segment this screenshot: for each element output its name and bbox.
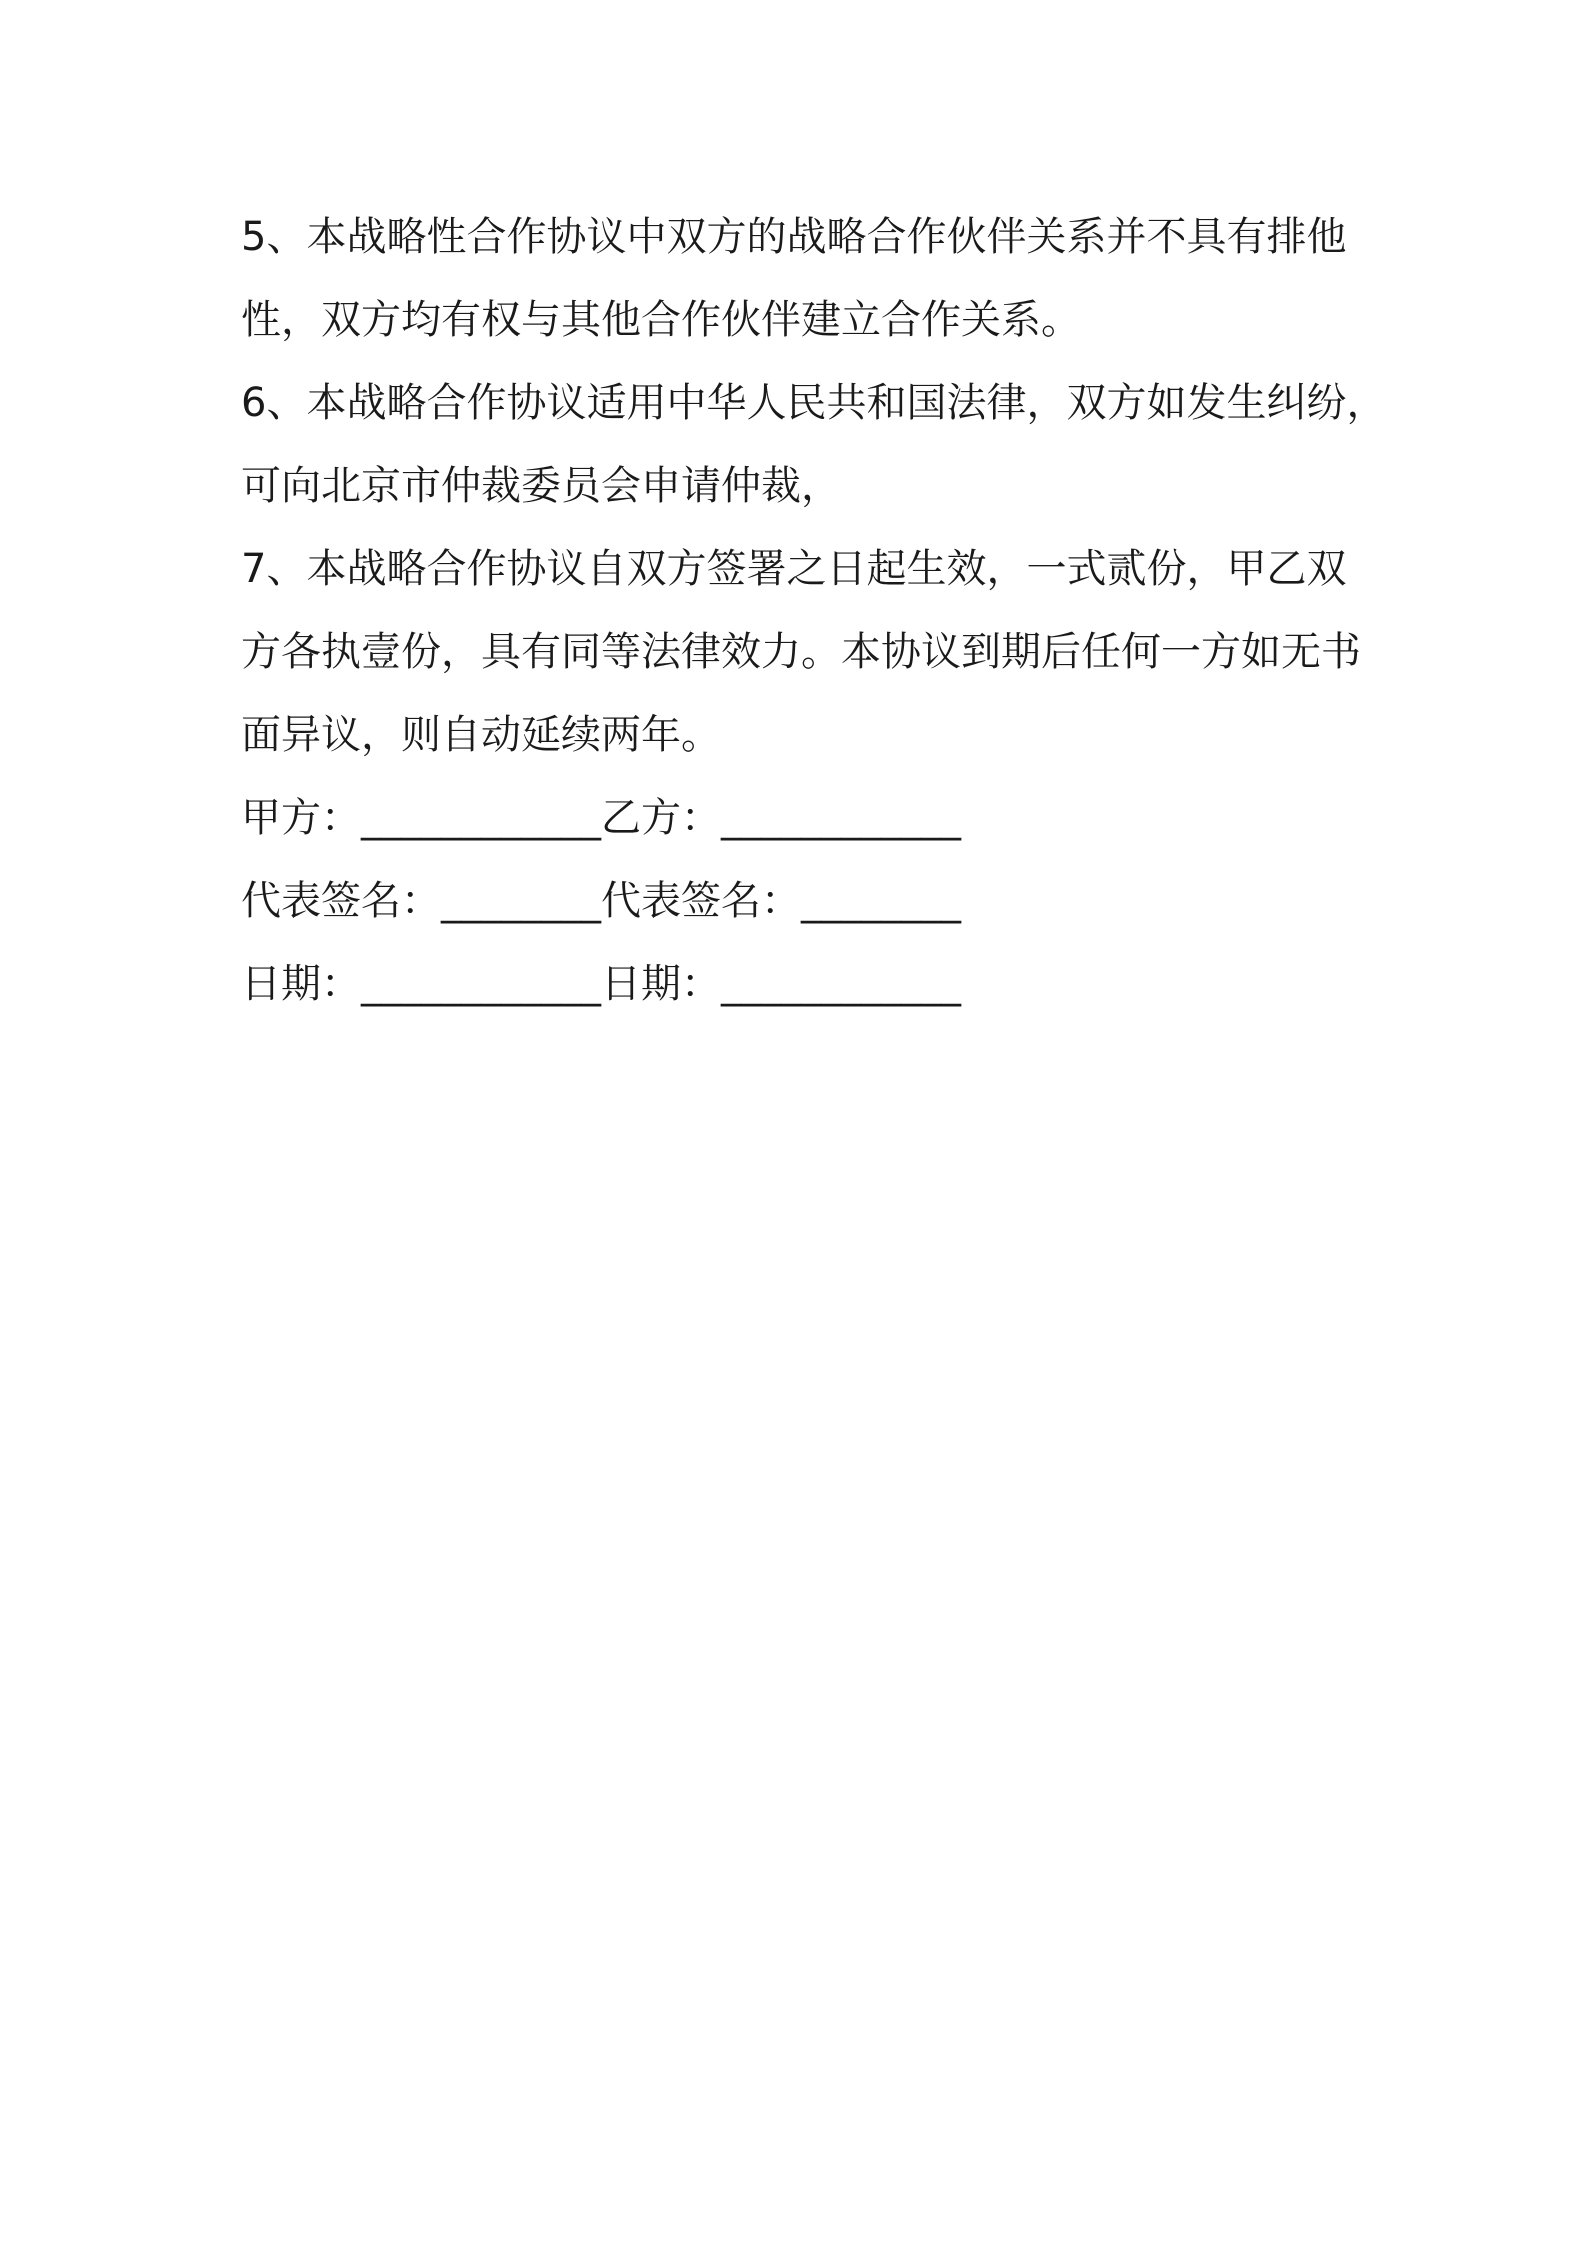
date-b-blank: ____________ bbox=[721, 961, 961, 1007]
party-a-blank: ____________ bbox=[361, 795, 601, 841]
clause-6-line-2: 可向北京市仲裁委员会申请仲裁， bbox=[241, 463, 841, 509]
agreement-body bbox=[241, 196, 1387, 1026]
date-a-label: 日期： bbox=[241, 961, 361, 1007]
clause-7-line-1: 7、本战略合作协议自双方签署之日起生效，一式贰份，甲乙双 bbox=[241, 546, 1347, 592]
party-a-label: 甲方： bbox=[241, 795, 361, 841]
rep-a-label: 代表签名： bbox=[241, 878, 441, 924]
clause-5 bbox=[241, 196, 1381, 362]
clause-6-line-1: 6、本战略合作协议适用中华人民共和国法律，双方如发生纠纷， bbox=[241, 380, 1387, 426]
party-signature-row bbox=[241, 777, 1381, 860]
date-b-label: 日期： bbox=[601, 961, 721, 1007]
date-a-blank: ____________ bbox=[361, 961, 601, 1007]
party-b-blank: ____________ bbox=[721, 795, 961, 841]
clause-5-line-1: 5、本战略性合作协议中双方的战略合作伙伴关系并不具有排他 bbox=[241, 214, 1347, 260]
party-b-label: 乙方： bbox=[601, 795, 721, 841]
clause-5-line-2: 性，双方均有权与其他合作伙伴建立合作关系。 bbox=[241, 297, 1081, 343]
clause-7 bbox=[241, 528, 1381, 777]
rep-a-blank: ________ bbox=[441, 878, 601, 924]
date-signature-row bbox=[241, 943, 1381, 1026]
clause-7-line-3: 面异议，则自动延续两年。 bbox=[241, 712, 721, 758]
representative-signature-row bbox=[241, 860, 1381, 943]
rep-b-label: 代表签名： bbox=[601, 878, 801, 924]
clause-6 bbox=[241, 362, 1387, 528]
rep-b-blank: ________ bbox=[801, 878, 961, 924]
clause-7-line-2: 方各执壹份，具有同等法律效力。本协议到期后任何一方如无书 bbox=[241, 629, 1361, 675]
